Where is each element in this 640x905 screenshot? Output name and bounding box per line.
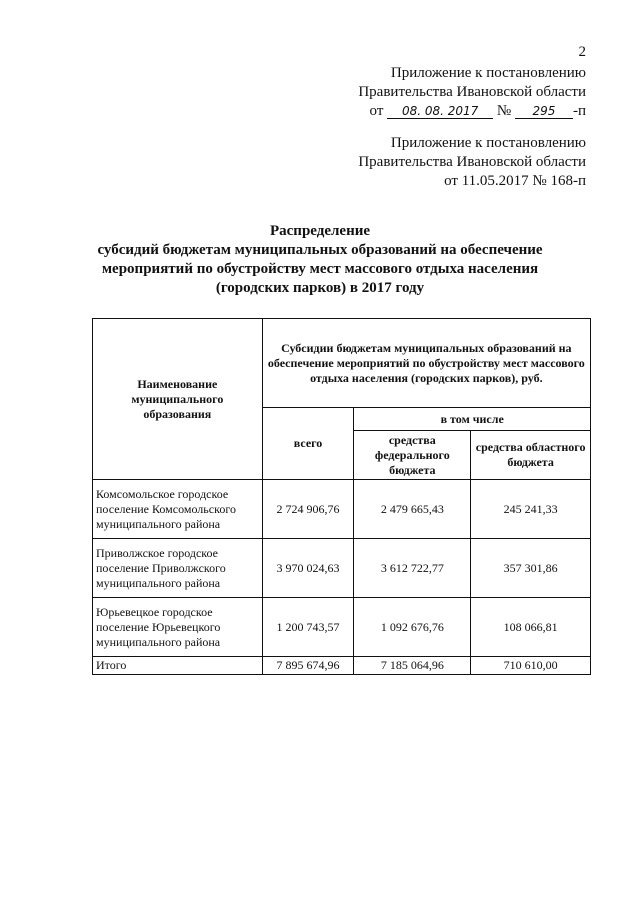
appendix-current-line2: Правительства Ивановской области xyxy=(358,84,586,100)
document-title xyxy=(60,222,580,298)
total-value: 1 200 743,57 xyxy=(262,598,354,657)
subsidies-table xyxy=(92,318,591,675)
header-including: в том числе xyxy=(354,408,591,431)
header-total: всего xyxy=(262,408,354,480)
title-line1: Распределение xyxy=(269,223,371,239)
appendix-original-line2: Правительства Ивановской области xyxy=(358,154,586,170)
handwritten-date: 08. 08. 2017 xyxy=(387,104,493,119)
table-header-row xyxy=(93,319,591,408)
title-line2: субсидий бюджетам муниципальных образований на обеспечение xyxy=(97,242,543,258)
appendix-current-date-line xyxy=(358,102,586,121)
grand-total-value: 7 895 674,96 xyxy=(262,657,354,675)
table-total-row xyxy=(93,657,591,675)
grand-federal-value: 7 185 064,96 xyxy=(354,657,471,675)
table-row xyxy=(93,480,591,539)
from-label: от xyxy=(369,103,384,119)
title-line3: мероприятий по обустройству мест массового отдыха населения xyxy=(101,261,539,277)
header-federal: средства федерального бюджета xyxy=(354,431,471,480)
total-label: Итого xyxy=(93,657,263,675)
appendix-original-line3: от 11.05.2017 № 168-п xyxy=(444,173,586,189)
header-main: Субсидии бюджетам муниципальных образований на обеспечение мероприятий по обустройству мест массового отдыха населения (городских парков), руб. xyxy=(262,319,590,408)
federal-value: 2 479 665,43 xyxy=(354,480,471,539)
header-name: Наименование муниципального образования xyxy=(93,319,263,480)
total-value: 2 724 906,76 xyxy=(262,480,354,539)
regional-value: 245 241,33 xyxy=(471,480,591,539)
header-regional: средства областного бюджета xyxy=(471,431,591,480)
municipality-name: Комсомольское городское поселение Комсомольского муниципального района xyxy=(93,480,263,539)
total-value: 3 970 024,63 xyxy=(262,539,354,598)
federal-value: 3 612 722,77 xyxy=(354,539,471,598)
regional-value: 108 066,81 xyxy=(471,598,591,657)
number-suffix: -п xyxy=(572,103,586,119)
table-row xyxy=(93,539,591,598)
municipality-name: Приволжское городское поселение Приволжского муниципального района xyxy=(93,539,263,598)
regional-value: 357 301,86 xyxy=(471,539,591,598)
municipality-name: Юрьевецкое городское поселение Юрьевецкого муниципального района xyxy=(93,598,263,657)
title-line4: (городских парков) в 2017 году xyxy=(215,280,425,296)
number-label: № xyxy=(496,103,512,119)
table-row xyxy=(93,598,591,657)
handwritten-number: 295 xyxy=(515,104,573,119)
appendix-current-line1: Приложение к постановлению xyxy=(390,65,586,81)
grand-regional-value: 710 610,00 xyxy=(471,657,591,675)
appendix-original-line1: Приложение к постановлению xyxy=(390,135,586,151)
appendix-original xyxy=(358,134,586,191)
federal-value: 1 092 676,76 xyxy=(354,598,471,657)
page-number: 2 xyxy=(578,44,586,60)
appendix-current xyxy=(358,64,586,121)
